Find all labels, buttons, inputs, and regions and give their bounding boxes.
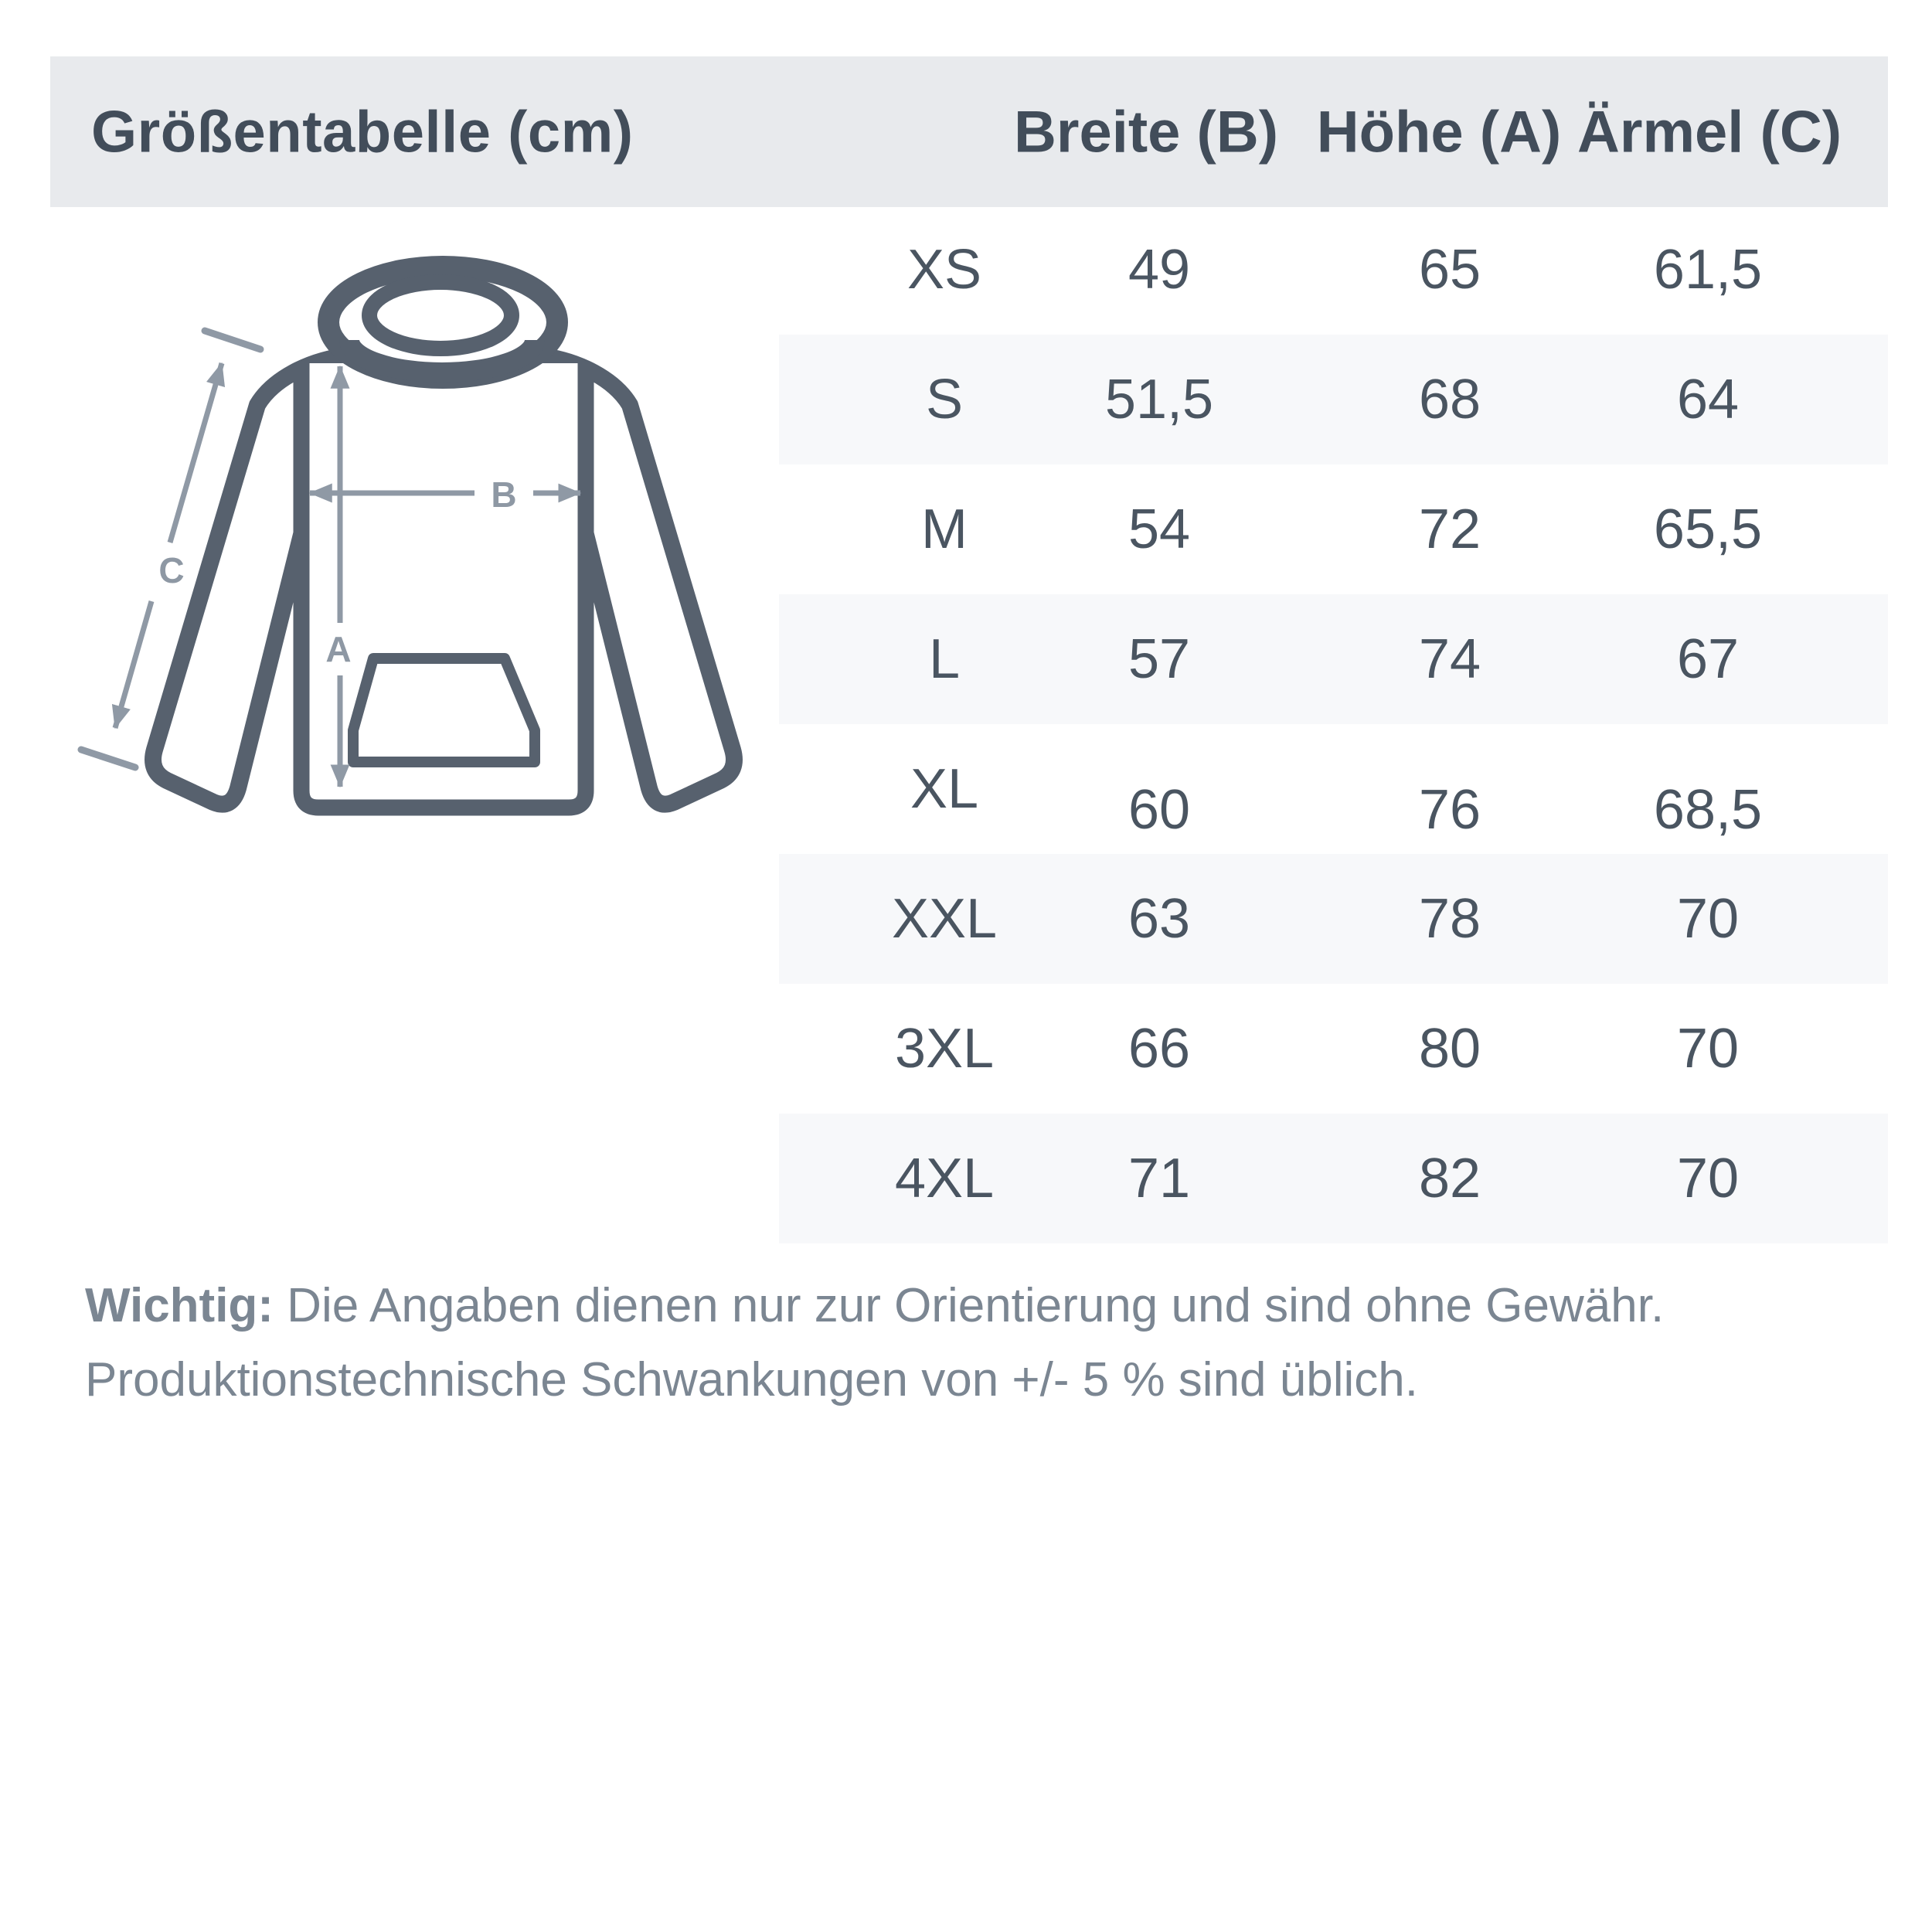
cell-breite: 49 bbox=[1128, 239, 1191, 301]
cell-hoehe: 78 bbox=[1418, 888, 1481, 950]
column-header-aermel: Ärmel (C) bbox=[1577, 99, 1842, 165]
cell-size: L bbox=[928, 628, 961, 690]
cell-breite: 60 bbox=[1128, 779, 1191, 841]
measure-tick-c-top bbox=[205, 331, 260, 349]
cell-aermel: 70 bbox=[1676, 888, 1740, 950]
cell-hoehe: 74 bbox=[1418, 628, 1481, 690]
cell-breite: 57 bbox=[1128, 628, 1191, 690]
cell-breite: 54 bbox=[1128, 498, 1191, 560]
table-row-l bbox=[779, 594, 1888, 724]
column-header-breite: Breite (B) bbox=[1013, 99, 1279, 165]
cell-size: S bbox=[925, 369, 964, 430]
table-row-s bbox=[779, 335, 1888, 464]
measure-label-c: C bbox=[158, 550, 185, 590]
cell-breite: 71 bbox=[1128, 1148, 1191, 1209]
cell-aermel: 61,5 bbox=[1653, 239, 1763, 301]
cell-size: XS bbox=[906, 239, 982, 301]
disclaimer-note bbox=[85, 1269, 1870, 1417]
table-row-m bbox=[779, 464, 1888, 594]
cell-size: M bbox=[921, 498, 968, 560]
table-row-xs bbox=[779, 205, 1888, 335]
column-header-hoehe: Höhe (A) bbox=[1316, 99, 1562, 165]
cell-aermel: 70 bbox=[1676, 1018, 1740, 1080]
measure-label-a: A bbox=[325, 629, 352, 669]
note-bold-prefix: Wichtig: bbox=[85, 1279, 274, 1332]
table-row-xxl bbox=[779, 854, 1888, 984]
table-row-4xl bbox=[779, 1114, 1888, 1243]
measure-arrow-c-lower bbox=[115, 601, 151, 728]
cell-breite: 51,5 bbox=[1104, 369, 1214, 430]
cell-hoehe: 72 bbox=[1418, 498, 1481, 560]
table-row-xl bbox=[779, 724, 1888, 854]
cell-size: 3XL bbox=[894, 1018, 995, 1080]
cell-aermel: 68,5 bbox=[1653, 779, 1763, 841]
cell-aermel: 70 bbox=[1676, 1148, 1740, 1209]
cell-hoehe: 80 bbox=[1418, 1018, 1481, 1080]
cell-size: 4XL bbox=[894, 1148, 995, 1209]
page-title: Größentabelle (cm) bbox=[91, 99, 634, 165]
cell-breite: 66 bbox=[1128, 1018, 1191, 1080]
hoodie-pocket bbox=[353, 658, 535, 762]
table-row-3xl bbox=[779, 984, 1888, 1114]
cell-aermel: 65,5 bbox=[1653, 498, 1763, 560]
cell-size: XXL bbox=[891, 888, 998, 950]
cell-hoehe: 76 bbox=[1418, 779, 1481, 841]
measure-arrow-c-upper bbox=[170, 363, 222, 543]
cell-hoehe: 65 bbox=[1418, 239, 1481, 301]
cell-aermel: 64 bbox=[1676, 369, 1740, 430]
cell-hoehe: 68 bbox=[1418, 369, 1481, 430]
cell-aermel: 67 bbox=[1676, 628, 1740, 690]
measure-label-b: B bbox=[491, 474, 517, 515]
cell-hoehe: 82 bbox=[1418, 1148, 1481, 1209]
note-line1: Die Angaben dienen nur zur Orientierung und sind ohne Gewähr. bbox=[273, 1279, 1665, 1332]
note-line2: Produktionstechnische Schwankungen von +/- 5 % sind üblich. bbox=[85, 1353, 1418, 1406]
hoodie-measurement-diagram bbox=[0, 0, 811, 850]
cell-breite: 63 bbox=[1128, 888, 1191, 950]
measure-tick-c-bottom bbox=[81, 750, 135, 767]
cell-size: XL bbox=[910, 758, 979, 820]
